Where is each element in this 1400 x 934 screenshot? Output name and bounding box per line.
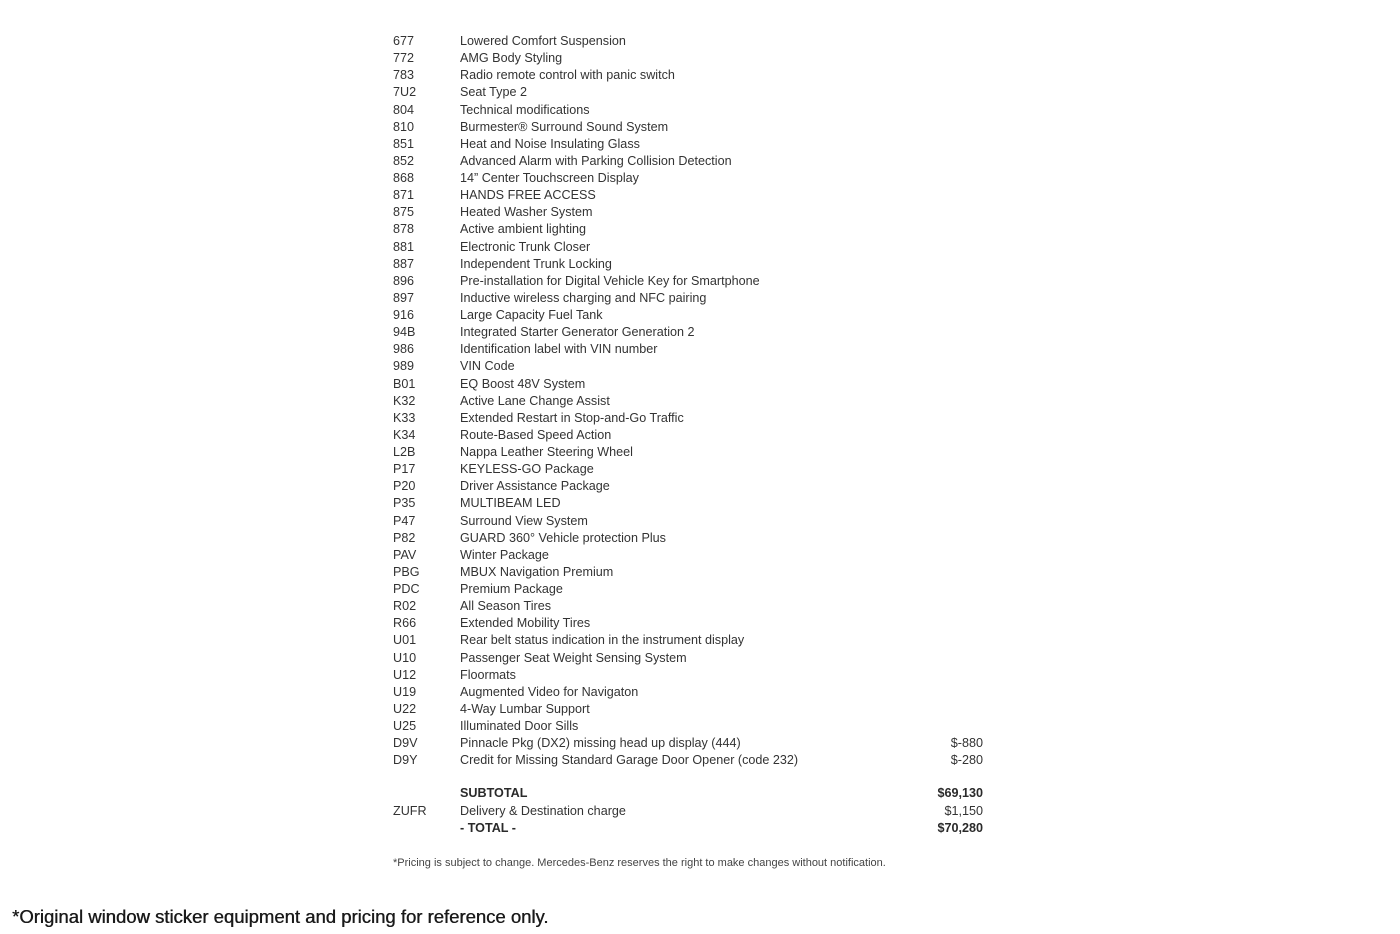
option-row bbox=[393, 701, 983, 718]
option-description: Credit for Missing Standard Garage Door Opener (code 232) bbox=[460, 753, 799, 768]
option-code: 804 bbox=[393, 102, 415, 117]
option-description: Heat and Noise Insulating Glass bbox=[460, 136, 640, 151]
option-row bbox=[393, 376, 983, 393]
option-description: Lowered Comfort Suspension bbox=[460, 34, 626, 48]
subtotal-label: SUBTOTAL bbox=[460, 786, 528, 801]
option-description: Large Capacity Fuel Tank bbox=[460, 308, 603, 322]
option-description: Surround View System bbox=[460, 513, 588, 528]
pricing-disclaimer: *Pricing is subject to change. Mercedes-Benz reserves the right to make changes without notification. bbox=[393, 856, 886, 869]
option-row bbox=[393, 547, 983, 564]
option-description: MBUX Navigation Premium bbox=[460, 564, 614, 579]
option-row bbox=[393, 153, 983, 170]
option-description: Pinnacle Pkg (DX2) missing head up display (444) bbox=[460, 736, 741, 751]
option-row bbox=[393, 735, 983, 752]
destination-code: ZUFR bbox=[393, 803, 427, 818]
option-row bbox=[393, 444, 983, 461]
option-description: Electronic Trunk Closer bbox=[460, 239, 591, 254]
option-description: Active Lane Change Assist bbox=[460, 393, 610, 408]
option-code: D9Y bbox=[393, 753, 418, 768]
option-description: Driver Assistance Package bbox=[460, 479, 610, 494]
option-row bbox=[393, 290, 983, 307]
option-code: D9V bbox=[393, 736, 418, 751]
option-code: U19 bbox=[393, 684, 417, 699]
option-row bbox=[393, 495, 983, 512]
option-code: B01 bbox=[393, 376, 416, 391]
option-description: Illuminated Door Sills bbox=[460, 719, 579, 733]
option-code: 871 bbox=[393, 188, 415, 203]
option-description: Pre-installation for Digital Vehicle Key for Smartphone bbox=[460, 273, 760, 288]
option-code: L2B bbox=[393, 445, 416, 459]
option-description: Extended Restart in Stop-and-Go Traffic bbox=[460, 410, 684, 425]
option-code: PAV bbox=[393, 547, 417, 562]
destination-label: Delivery & Destination charge bbox=[460, 803, 626, 818]
option-row bbox=[393, 256, 983, 273]
option-description: Extended Mobility Tires bbox=[460, 616, 591, 631]
option-description: VIN Code bbox=[460, 359, 515, 374]
option-description: GUARD 360° Vehicle protection Plus bbox=[460, 530, 666, 545]
option-row bbox=[393, 393, 983, 410]
option-description: All Season Tires bbox=[460, 599, 551, 614]
option-code: 7U2 bbox=[393, 85, 417, 100]
option-code: R66 bbox=[393, 616, 417, 631]
option-row bbox=[393, 50, 983, 67]
total-value: $70,280 bbox=[937, 820, 983, 835]
option-description: 14” Center Touchscreen Display bbox=[460, 171, 639, 185]
option-row bbox=[393, 598, 983, 615]
option-row bbox=[393, 341, 983, 358]
option-code: K33 bbox=[393, 410, 416, 425]
option-row bbox=[393, 650, 983, 667]
option-description: Route-Based Speed Action bbox=[460, 427, 612, 442]
option-code: R02 bbox=[393, 599, 417, 614]
option-description: Floormats bbox=[460, 667, 516, 682]
option-row bbox=[393, 461, 983, 478]
option-row bbox=[393, 84, 983, 101]
option-description: Premium Package bbox=[460, 582, 563, 596]
option-row bbox=[393, 581, 983, 598]
option-description: Independent Trunk Locking bbox=[460, 256, 612, 271]
option-description: Integrated Starter Generator Generation 2 bbox=[460, 325, 695, 340]
option-code: 989 bbox=[393, 359, 415, 374]
option-price: $-280 bbox=[950, 753, 983, 768]
option-code: 852 bbox=[393, 153, 415, 168]
option-row bbox=[393, 513, 983, 530]
option-row bbox=[393, 273, 983, 290]
option-code: 878 bbox=[393, 222, 415, 237]
option-description: Active ambient lighting bbox=[460, 222, 587, 237]
option-code: 875 bbox=[393, 205, 415, 220]
option-code: 810 bbox=[393, 119, 415, 134]
option-code: P17 bbox=[393, 462, 416, 477]
option-code: 868 bbox=[393, 171, 415, 185]
option-description: Seat Type 2 bbox=[460, 85, 527, 100]
option-description: Advanced Alarm with Parking Collision Detection bbox=[460, 153, 732, 168]
option-row bbox=[393, 239, 983, 256]
option-code: U25 bbox=[393, 719, 417, 733]
option-code: 881 bbox=[393, 239, 415, 254]
option-code: 677 bbox=[393, 34, 415, 48]
option-code: P47 bbox=[393, 513, 416, 528]
option-code: P35 bbox=[393, 496, 416, 511]
option-price: $-880 bbox=[950, 736, 983, 751]
option-row bbox=[393, 358, 983, 375]
option-description: HANDS FREE ACCESS bbox=[460, 188, 596, 203]
option-row bbox=[393, 632, 983, 649]
option-row bbox=[393, 102, 983, 119]
option-description: Winter Package bbox=[460, 547, 549, 562]
option-code: K34 bbox=[393, 427, 416, 442]
option-description: Heated Washer System bbox=[460, 205, 593, 220]
option-row bbox=[393, 718, 983, 735]
option-description: EQ Boost 48V System bbox=[460, 376, 586, 391]
option-row bbox=[393, 410, 983, 427]
option-row bbox=[393, 324, 983, 341]
totals-spacer bbox=[393, 769, 983, 785]
option-description: Radio remote control with panic switch bbox=[460, 68, 675, 83]
option-row bbox=[393, 119, 983, 136]
option-row bbox=[393, 67, 983, 84]
option-code: PBG bbox=[393, 564, 420, 579]
option-row bbox=[393, 752, 983, 769]
option-row bbox=[393, 530, 983, 547]
option-code: U12 bbox=[393, 667, 417, 682]
option-row bbox=[393, 427, 983, 444]
reference-footer-note: *Original window sticker equipment and pricing for reference only. bbox=[12, 906, 549, 927]
option-description: Inductive wireless charging and NFC pairing bbox=[460, 290, 707, 305]
option-code: K32 bbox=[393, 393, 416, 408]
option-code: 986 bbox=[393, 342, 415, 357]
subtotal-value: $69,130 bbox=[937, 786, 983, 801]
option-code: 772 bbox=[393, 51, 415, 66]
option-code: 94B bbox=[393, 325, 416, 340]
option-description: Passenger Seat Weight Sensing System bbox=[460, 650, 687, 665]
total-label: - TOTAL - bbox=[460, 820, 516, 835]
option-code: 851 bbox=[393, 136, 415, 151]
option-description: Nappa Leather Steering Wheel bbox=[460, 445, 633, 459]
option-code: U22 bbox=[393, 701, 417, 716]
option-code: 783 bbox=[393, 68, 415, 83]
option-row bbox=[393, 170, 983, 187]
option-row bbox=[393, 136, 983, 153]
option-description: Burmester® Surround Sound System bbox=[460, 119, 669, 134]
option-row bbox=[393, 615, 983, 632]
options-list bbox=[393, 33, 983, 769]
option-row bbox=[393, 221, 983, 238]
option-row bbox=[393, 204, 983, 221]
option-code: P20 bbox=[393, 479, 416, 494]
window-sticker-sheet bbox=[393, 33, 983, 869]
total-row bbox=[393, 820, 983, 837]
option-row bbox=[393, 684, 983, 701]
option-row bbox=[393, 33, 983, 50]
option-row bbox=[393, 564, 983, 581]
option-description: Augmented Video for Navigaton bbox=[460, 684, 639, 699]
option-description: 4-Way Lumbar Support bbox=[460, 701, 590, 716]
option-code: 896 bbox=[393, 273, 415, 288]
option-row bbox=[393, 187, 983, 204]
option-description: KEYLESS-GO Package bbox=[460, 462, 594, 477]
option-row bbox=[393, 667, 983, 684]
option-code: PDC bbox=[393, 582, 420, 596]
option-description: Technical modifications bbox=[460, 102, 590, 117]
option-code: U10 bbox=[393, 650, 417, 665]
option-code: 916 bbox=[393, 308, 415, 322]
option-description: Identification label with VIN number bbox=[460, 342, 658, 357]
option-row bbox=[393, 478, 983, 495]
option-code: 897 bbox=[393, 290, 415, 305]
option-row bbox=[393, 307, 983, 324]
destination-row bbox=[393, 803, 983, 820]
option-description: Rear belt status indication in the instrument display bbox=[460, 633, 745, 648]
option-code: P82 bbox=[393, 530, 416, 545]
option-code: U01 bbox=[393, 633, 417, 648]
option-code: 887 bbox=[393, 256, 415, 271]
option-description: MULTIBEAM LED bbox=[460, 496, 561, 511]
option-description: AMG Body Styling bbox=[460, 51, 563, 66]
subtotal-row bbox=[393, 785, 983, 802]
destination-value: $1,150 bbox=[944, 803, 983, 818]
